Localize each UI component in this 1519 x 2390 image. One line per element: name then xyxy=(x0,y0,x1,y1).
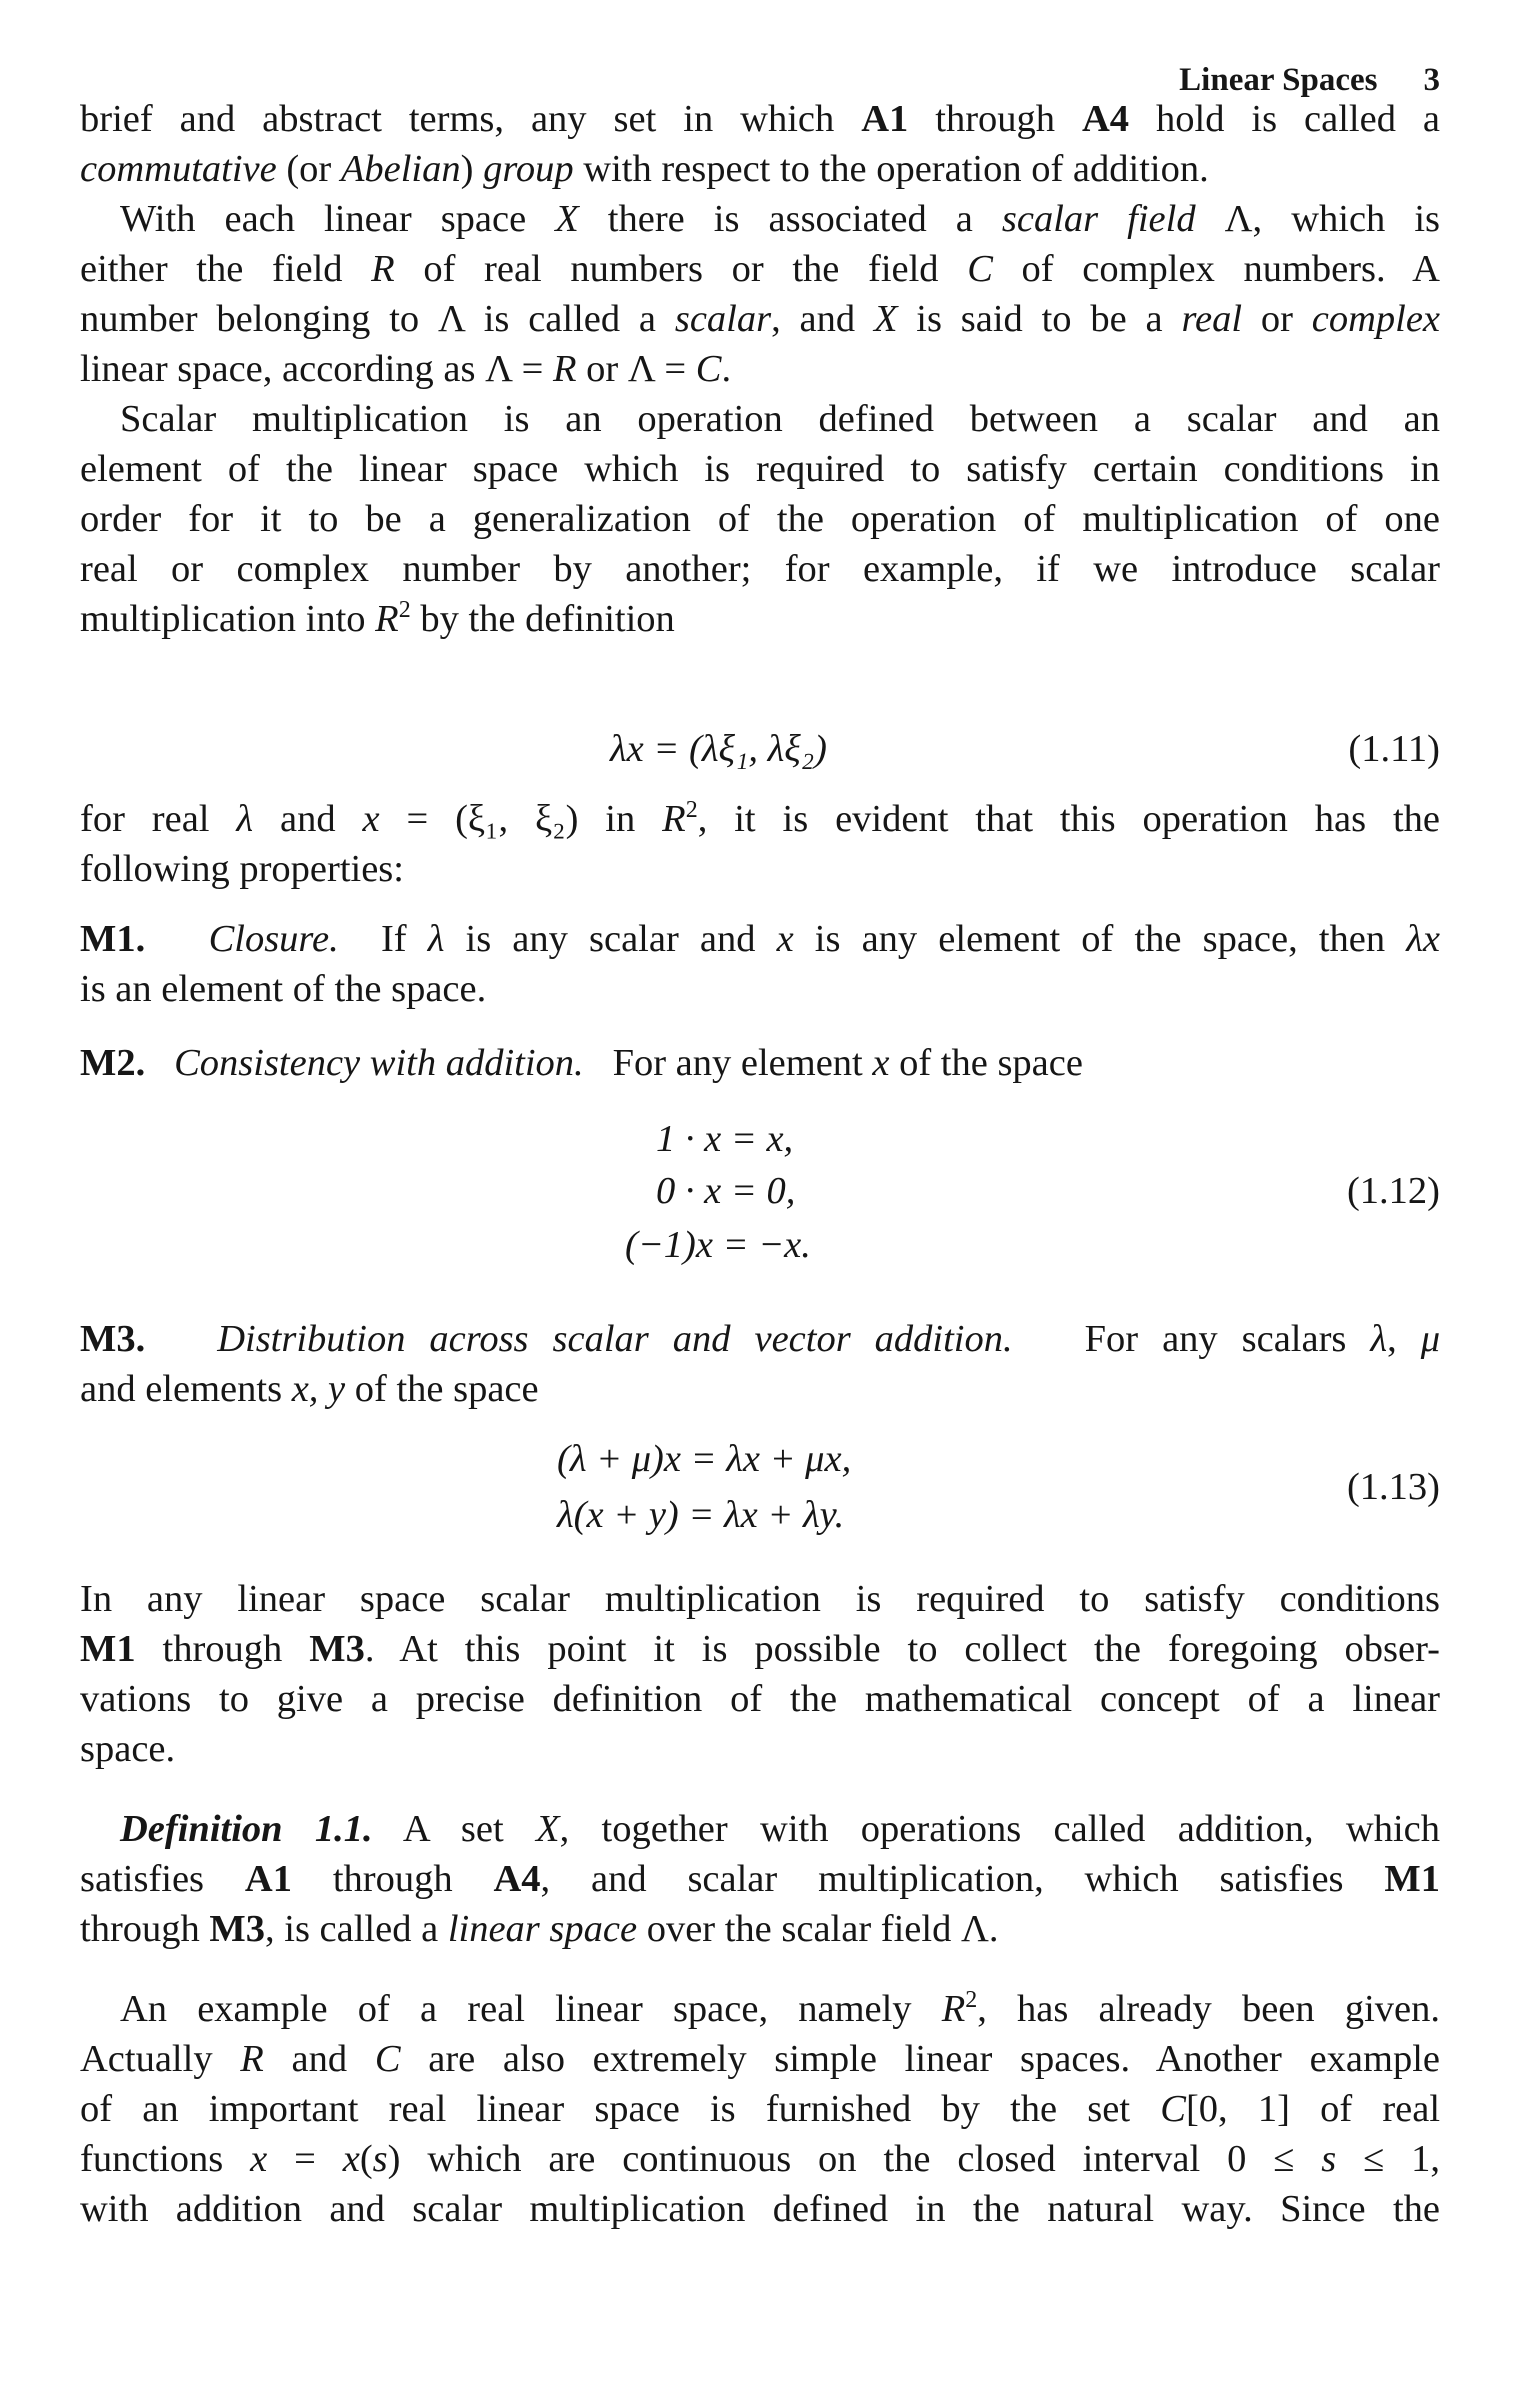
equation-1-11 xyxy=(80,724,1440,774)
paragraph-abelian-group xyxy=(80,94,1440,194)
equation-1-13 xyxy=(80,1434,1440,1544)
text-line: M2. Consistency with addition. For any element x of the space xyxy=(80,1042,1083,1084)
equation-row: 0 · x = 0, xyxy=(656,1170,796,1212)
property-title: Distribution across scalar and vector addition. xyxy=(217,1318,1013,1360)
equation-number: (1.12) xyxy=(1346,1170,1440,1212)
text-line: M1 through M3. At this point it is possible to collect the foregoing obser- xyxy=(80,1628,1440,1670)
text-line: of an important real linear space is furnished by the set C[0, 1] of real xyxy=(80,2088,1441,2130)
property-m3 xyxy=(80,1314,1440,1414)
text-line: M1. Closure. If λ is any scalar and x is any element of the space, then λx xyxy=(80,918,1441,960)
text-line: multiplication into $R^2$ by the definition xyxy=(80,597,675,640)
text-line: following properties: xyxy=(80,848,404,890)
equation-row: 1 · x = x, xyxy=(656,1118,794,1160)
equation-number: (1.13) xyxy=(1346,1466,1440,1508)
text-line: space. xyxy=(80,1728,176,1770)
text-line: with addition and scalar multiplication defined in the natural way. Since the xyxy=(80,2188,1440,2230)
page-number: 3 xyxy=(1423,62,1440,98)
paragraph-properties xyxy=(80,794,1440,894)
text-line: for real λ and x = (ξ₁, ξ₂) in $R^2$, it is evident that this operation has the xyxy=(80,797,1440,840)
property-label: M1. xyxy=(80,918,146,960)
header-title: Linear Spaces xyxy=(1179,62,1378,98)
equation-row: (−1)x = −x. xyxy=(625,1224,811,1266)
equation-number: (1.11) xyxy=(1348,728,1440,770)
text-line: functions x = x(s) which are continuous on the closed interval 0 ≤ s ≤ 1, xyxy=(80,2138,1440,2180)
property-label: M3. xyxy=(80,1318,146,1360)
property-title: Closure. xyxy=(208,918,339,960)
text-line: and elements x, y of the space xyxy=(80,1368,539,1410)
property-m2 xyxy=(80,1038,1440,1088)
text-line: Actually R and C are also extremely simple linear spaces. Another example xyxy=(80,2038,1440,2080)
paragraph-scalar-field xyxy=(80,194,1440,394)
text-line: An example of a real linear space, namely $R^2$, has already been given. xyxy=(120,1987,1440,2030)
text-line: order for it to be a generalization of the operation of multiplication of one xyxy=(80,498,1440,540)
text-line: vations to give a precise definition of the mathematical concept of a linear xyxy=(80,1678,1440,1720)
text-line: In any linear space scalar multiplication is required to satisfy conditions xyxy=(80,1578,1440,1620)
paragraph-examples xyxy=(80,1984,1440,2234)
definition-1-1 xyxy=(80,1804,1440,1954)
text-line: satisfies A1 through A4, and scalar multiplication, which satisfies M1 xyxy=(80,1858,1440,1900)
text-line: linear space, according as Λ = R or Λ = C. xyxy=(80,348,732,390)
text-line: through M3, is called a linear space over the scalar field Λ. xyxy=(80,1908,999,1950)
text-line: With each linear space X there is associated a scalar field Λ, which is xyxy=(120,198,1441,240)
text-line: M3. Distribution across scalar and vector addition. For any scalars λ, μ xyxy=(80,1318,1441,1360)
paragraph-collect-observations xyxy=(80,1574,1440,1774)
text-line: either the field R of real numbers or the field C of complex numbers. A xyxy=(80,248,1440,290)
equation-row: (λ + μ)x = λx + μx, xyxy=(557,1438,852,1480)
equation-row: λ(x + y) = λx + λy. xyxy=(557,1494,845,1536)
property-m1 xyxy=(80,914,1440,1014)
property-title: Consistency with addition. xyxy=(174,1042,584,1084)
text-line: commutative (or Abelian) group with respect to the operation of addition. xyxy=(80,148,1209,190)
text-line: Definition 1.1. A set X, together with operations called addition, which xyxy=(120,1808,1440,1850)
definition-label: Definition 1.1. xyxy=(120,1808,373,1850)
text-line: brief and abstract terms, any set in which A1 through A4 hold is called a xyxy=(80,98,1440,140)
property-label: M2. xyxy=(80,1042,146,1084)
paragraph-scalar-multiplication xyxy=(80,394,1440,644)
text-line: real or complex number by another; for example, if we introduce scalar xyxy=(80,548,1440,590)
text-line: Scalar multiplication is an operation defined between a scalar and an xyxy=(120,398,1440,440)
equation-expression: λx = (λξ₁, λξ₂) xyxy=(610,728,827,770)
text-line: number belonging to Λ is called a scalar, and X is said to be a real or complex xyxy=(80,298,1440,340)
text-line: is an element of the space. xyxy=(80,968,487,1010)
text-line: element of the linear space which is required to satisfy certain conditions in xyxy=(80,448,1440,490)
equation-1-12 xyxy=(80,1114,1440,1274)
